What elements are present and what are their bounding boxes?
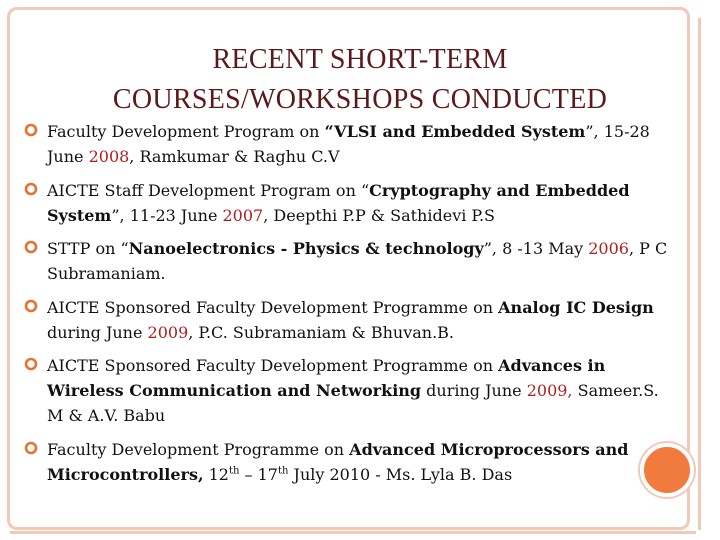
list-item xyxy=(20,295,680,345)
item-text: Faculty Development Program on xyxy=(47,122,325,141)
item-year: 2007 xyxy=(222,205,264,225)
item-organizers: , P.C. Subramaniam & Bhuvan.B. xyxy=(188,322,455,342)
item-date: ”, 15-28 June xyxy=(47,122,650,166)
bullet-icon xyxy=(24,182,38,196)
item-date: ”, 8 -13 May xyxy=(483,239,589,258)
ordinal-suffix: th xyxy=(277,465,289,477)
item-year: 2006 xyxy=(588,239,629,258)
item-date: during June xyxy=(47,322,148,342)
list-item xyxy=(20,119,680,169)
bullet-icon xyxy=(24,441,38,455)
item-text: AICTE Staff Development Program on “ xyxy=(47,180,370,200)
bullet-icon xyxy=(24,357,38,371)
title-line-2: COURSES/WORKSHOPS CONDUCTED xyxy=(112,84,608,115)
frame-accent-line-bottom xyxy=(10,531,696,534)
item-organizers: , Ramkumar & Raghu C.V xyxy=(129,147,340,166)
item-topic: Analog IC Design xyxy=(498,297,654,317)
item-date: during June xyxy=(421,381,527,400)
list-item xyxy=(20,437,680,487)
bullet-icon xyxy=(24,299,38,313)
item-topic: Cryptography and Embedded System xyxy=(47,180,630,225)
item-text: AICTE Sponsored Faculty Development Programme on xyxy=(47,356,499,375)
item-year: 2009 xyxy=(147,322,189,342)
decorative-circle xyxy=(640,443,694,497)
course-list xyxy=(20,119,680,495)
item-topic: Nanoelectronics - Physics & technology xyxy=(128,239,484,258)
item-organizers: Sameer.S. M & A.V. Babu xyxy=(47,381,659,425)
item-date-start: 12 xyxy=(203,464,229,484)
list-item xyxy=(20,236,680,286)
ordinal-suffix: th xyxy=(228,465,240,477)
slide-title xyxy=(20,40,700,120)
item-text: Faculty Development Programme on xyxy=(47,439,350,459)
bullet-icon xyxy=(24,240,38,254)
item-organizers: July 2010 - Ms. Lyla B. Das xyxy=(288,464,513,484)
item-year: 2009, xyxy=(526,381,573,400)
bullet-icon xyxy=(24,123,38,137)
item-organizers: , P C Subramaniam. xyxy=(47,239,668,283)
title-line-1: RECENT SHORT-TERM xyxy=(212,44,508,75)
item-topic: “VLSI and Embedded System xyxy=(324,122,586,141)
list-item xyxy=(20,353,680,428)
item-text: AICTE Sponsored Faculty Development Programme on xyxy=(47,297,499,317)
item-date-end: – 17 xyxy=(239,464,278,484)
item-date: ”, 11-23 June xyxy=(111,205,223,225)
item-organizers: , Deepthi P.P & Sathidevi P.S xyxy=(263,205,495,225)
item-year: 2008 xyxy=(88,147,130,166)
item-topic: Advanced Microprocessors and Microcontrollers, xyxy=(47,439,629,484)
item-text: STTP on “ xyxy=(47,239,129,258)
list-item xyxy=(20,178,680,228)
item-topic: Advances in Wireless Communication and Networking xyxy=(47,356,606,400)
